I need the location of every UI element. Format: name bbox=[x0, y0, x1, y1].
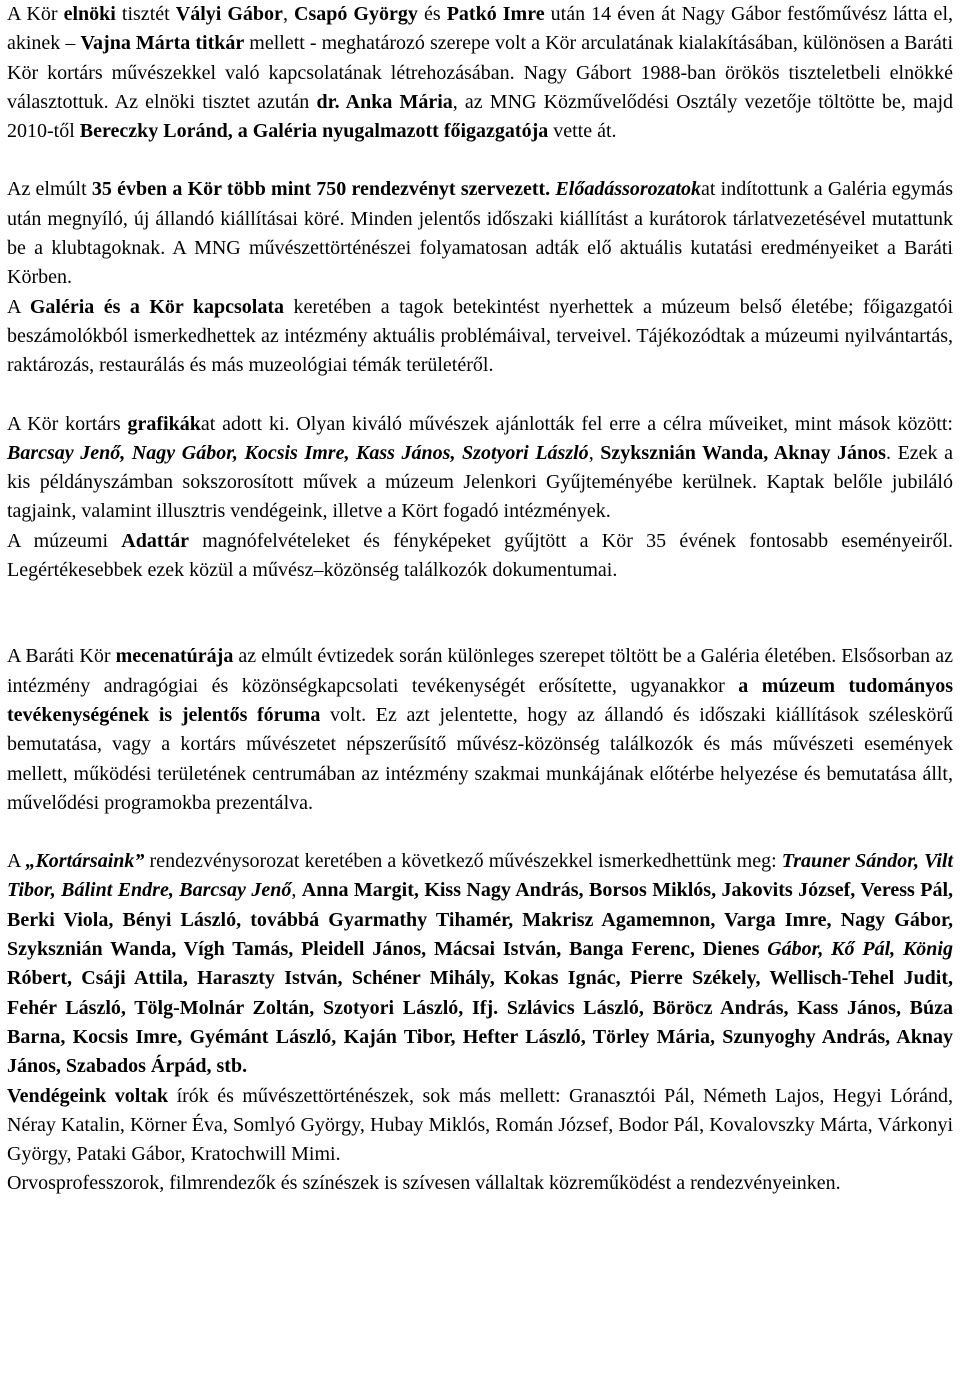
paragraph-guests bbox=[7, 1082, 953, 1170]
text-run: A bbox=[7, 295, 30, 318]
paragraph-kortarsaink bbox=[7, 847, 953, 1081]
text-run: A Kör bbox=[7, 3, 64, 25]
text-run: Bereczky Loránd, a Galéria nyugalmazott főigazgatója bbox=[79, 120, 549, 143]
text-run: tisztét bbox=[115, 3, 176, 25]
text-run: írók és művészettörténészek, sok más mellett: Granasztói Pál, Németh Lajos, Hegyi Lóránd, Néray Katalin, Körner Éva, Somlyó György, Hubay Miklós, Román József, Bodor Pál, Kovalovszky Márta, Várkonyi György, Pataki Gábor, Kratochwill Mimi. bbox=[7, 1084, 953, 1166]
paragraph-graphics bbox=[7, 410, 953, 527]
paragraph-events bbox=[7, 175, 953, 292]
paragraph-presidency bbox=[7, 0, 953, 146]
text-run: Szyksznián Wanda, Aknay János bbox=[600, 441, 886, 464]
text-run: A bbox=[7, 850, 26, 873]
text-run: „Kortársaink” bbox=[25, 850, 145, 873]
paragraph-patronage bbox=[7, 642, 953, 818]
text-run: , az MNG Közművelődési Osztály vezetője töltötte be, majd 2010-től bbox=[7, 90, 953, 143]
text-run: , bbox=[282, 3, 295, 25]
text-run: Barcsay Jenő, Nagy Gábor, Kocsis Imre, Kass János, Szotyori László bbox=[7, 441, 589, 464]
paragraph-spacer bbox=[7, 818, 953, 847]
text-run: a múzeum tudományos tevékenységének is jelentős fóruma bbox=[7, 674, 953, 726]
paragraph-spacer bbox=[7, 146, 953, 175]
text-run: Vendégeink voltak bbox=[7, 1084, 169, 1107]
text-run: Adattár bbox=[121, 529, 190, 552]
text-run: Galéria és a Kör kapcsolata bbox=[29, 295, 285, 318]
text-run: A múzeumi bbox=[7, 529, 122, 552]
text-run: dr. Anka Mária bbox=[316, 90, 453, 113]
text-run: Előadássorozatok bbox=[555, 178, 702, 201]
text-run: magnófelvételeket és fényképeket gyűjtött a Kör 35 évének fontosabb eseményeiről. Legértékesebbek ezek közül a művész–közönség találkozók dokumentumai. bbox=[7, 529, 953, 582]
text-run: Az elmúlt bbox=[7, 178, 92, 201]
text-run: 35 évben a Kör több mint 750 rendezvényt szervezett. bbox=[91, 178, 551, 201]
text-run: vette át. bbox=[548, 120, 617, 143]
text-run: Vajna Márta titkár bbox=[80, 32, 245, 55]
paragraph-gallery-relation bbox=[7, 293, 953, 381]
paragraph-spacer bbox=[7, 585, 953, 642]
text-run: mecenatúrája bbox=[115, 645, 234, 668]
text-run: , bbox=[291, 879, 302, 902]
text-run: elnöki bbox=[63, 3, 116, 25]
text-run: . Ezek a kis példányszámban sokszorosított művek a múzeum Jelenkori Gyűjteményébe kerülnek. Kaptak belőle jubiláló tagjaink, valamint illusztris vendégeink, illetve a Kört fogadó intézmények. bbox=[7, 441, 954, 523]
paragraph-archive bbox=[7, 527, 953, 586]
text-run: Orvosprofesszorok, filmrendezők és színészek is szívesen vállaltak közreműködést a rendezvényeinken. bbox=[7, 1172, 841, 1195]
text-run: volt. Ez azt jelentette, hogy az állandó és időszaki kiállítások széleskörű bemutatása, vagy a kortárs művészetet népszerűsítő művész-közönség találkozók és más művészeti események mellett, működési területének centrumában az intézmény szakmai munkájának előtérbe helyezése és bemutatása állt, művelődési programokba prezentálva. bbox=[7, 703, 953, 814]
text-run: , bbox=[588, 441, 601, 464]
text-run: at adott ki. Olyan kiváló művészek ajánlották fel erre a célra műveiket, mint mások között: bbox=[200, 412, 953, 435]
text-run: Róbert, Csáji Attila, Haraszty István, Schéner Mihály, Kokas Ignác, Pierre Székely, Wellisch-Tehel Judit, Fehér László, Tölg-Molnár Zoltán, Szotyori László, Ifj. Szlávics László, Böröcz András, Kass János, Búza Barna, Kocsis Imre, Gyémánt László, Kaján Tibor, Hefter László, Törley Mária, Szunyoghy András, Aknay János, Szabados Árpád, stb. bbox=[7, 967, 953, 1078]
paragraph-professors bbox=[7, 1169, 953, 1198]
text-run: mellett - meghatározó szerepe volt a Kör arculatának kialakításában, különösen a Baráti Kör kortárs művészekkel való kapcsolatának létrehozásában. Nagy Gábort 1988-ban örökös tiszteletbeli elnökké választottuk. Az elnöki tisztet azután bbox=[7, 32, 954, 113]
text-run: Vályi Gábor bbox=[175, 3, 283, 25]
paragraph-spacer bbox=[7, 381, 953, 410]
text-run: keretében a tagok betekintést nyerhettek a múzeum belső életébe; főigazgatói beszámolókból ismerkedhettek az intézmény aktuális problémáival, terveivel. Tájékozódtak a múzeumi nyilvántartás, raktározás, restaurálás és más muzeológiai témák területéről. bbox=[7, 295, 954, 377]
text-run: Patkó Imre bbox=[446, 3, 545, 25]
text-run: grafikák bbox=[127, 412, 201, 435]
text-run: és bbox=[417, 3, 447, 25]
text-run: Anna Margit, Kiss Nagy András, Borsos Miklós, Jakovits József, Veress Pál, Berki Viola, Bényi László, továbbá Gyarmathy Tihamér, Makrisz Agamemnon, Varga Imre, Nagy Gábor, Szyksznián Wanda, Vígh Tamás, Pleidell János, Mácsai István, Banga Ferenc, Dienes bbox=[7, 879, 953, 961]
text-run: A Baráti Kör bbox=[7, 645, 116, 668]
text-run: at indítottunk a Galéria egymás után megnyíló, új állandó kiállításai köré. Minden jelentős időszaki kiállítást a kurátorok tárlatvezetésével mutattunk be a klubtagoknak. A MNG művészettörténészei folyamatosan adták elő aktuális kutatási eredményeiket a Baráti Körben. bbox=[7, 178, 953, 289]
text-run: az elmúlt évtizedek során különleges szerepet töltött be a Galéria életében. Elsősorban az intézmény andragógiai és közönségkapcsolati tevékenységét erősítette, ugyanakkor bbox=[7, 645, 954, 697]
text-run: után 14 éven át Nagy Gábor festőművész látta el, akinek – bbox=[7, 3, 953, 55]
text-run: Trauner Sándor, Vilt Tibor, Bálint Endre, Barcsay Jenő bbox=[7, 850, 954, 902]
text-run: A Kör kortárs bbox=[7, 412, 128, 435]
text-run: rendezvénysorozat keretében a következő művészekkel ismerkedhettünk meg: bbox=[144, 850, 782, 873]
text-run: Csapó György bbox=[294, 3, 418, 25]
text-run: Gábor, Kő Pál, König bbox=[767, 938, 953, 961]
